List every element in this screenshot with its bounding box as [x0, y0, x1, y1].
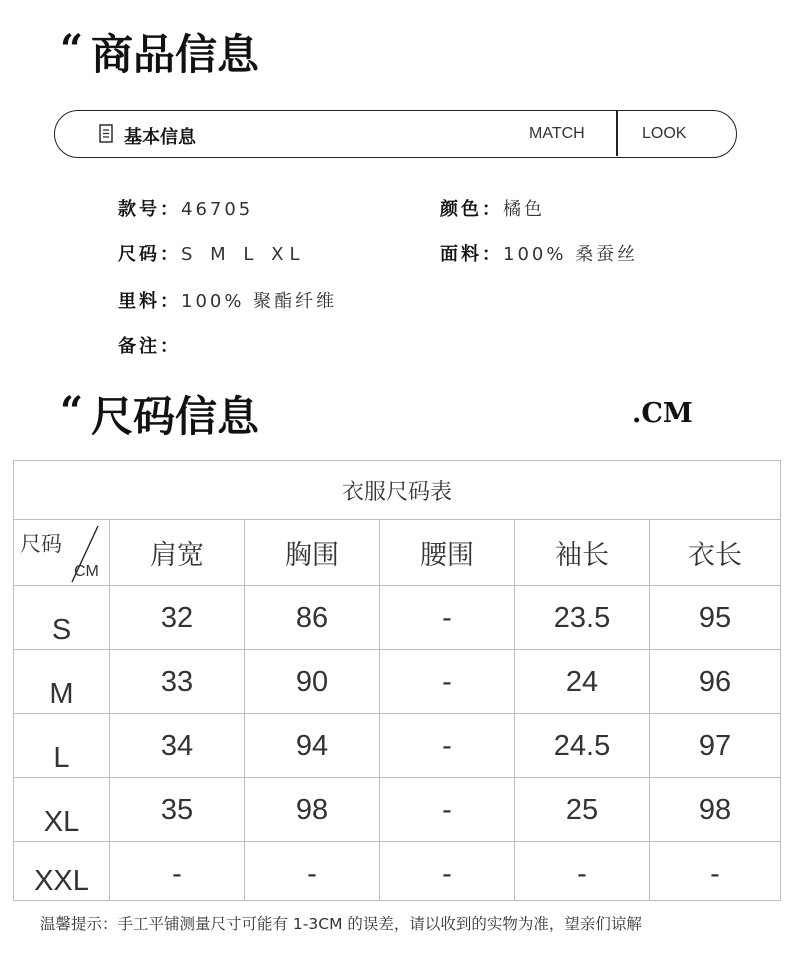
- size-chart-caption: 衣服尺码表: [14, 461, 781, 520]
- table-cell: -: [380, 714, 515, 778]
- basic-info-label: 基本信息: [124, 127, 196, 148]
- table-cell: 32: [110, 586, 245, 650]
- quote-mark: “: [60, 388, 84, 435]
- size-info-title-text: 尺码信息: [91, 392, 260, 441]
- attr-lining-value: 100% 聚酯纤维: [181, 291, 338, 312]
- table-cell: 97: [650, 714, 781, 778]
- attr-style-no: [118, 195, 253, 221]
- table-cell: -: [380, 842, 515, 901]
- table-cell: 90: [245, 650, 380, 714]
- table-cell: 34: [110, 714, 245, 778]
- table-cell: 23.5: [515, 586, 650, 650]
- attr-color-value: 橘色: [503, 199, 545, 220]
- attr-lining-label: 里料：: [118, 291, 181, 312]
- table-cell: 86: [245, 586, 380, 650]
- attr-color-label: 颜色：: [440, 199, 503, 220]
- table-cell: 95: [650, 586, 781, 650]
- attr-fabric-value: 100% 桑蚕丝: [503, 244, 639, 265]
- attr-color: [440, 195, 545, 221]
- corner-size-label: 尺码: [20, 532, 62, 556]
- table-cell: -: [650, 842, 781, 901]
- table-row: [14, 842, 781, 901]
- attr-size: [118, 240, 306, 266]
- look-label: LOOK: [642, 125, 687, 142]
- table-cell: -: [380, 650, 515, 714]
- col-header: 腰围: [380, 520, 515, 586]
- attr-style-no-value: 46705: [181, 199, 254, 220]
- size-chart-table: [13, 460, 781, 901]
- table-cell: -: [515, 842, 650, 901]
- col-header: 袖长: [515, 520, 650, 586]
- row-size-label: L: [14, 714, 110, 778]
- row-size-label: M: [14, 650, 110, 714]
- product-info-title-text: 商品信息: [91, 30, 260, 79]
- row-size-label: XL: [14, 778, 110, 842]
- quote-mark: “: [60, 26, 84, 73]
- table-cell: -: [380, 586, 515, 650]
- document-icon: [99, 124, 113, 143]
- size-info-title: [60, 384, 259, 444]
- table-cell: 33: [110, 650, 245, 714]
- table-cell: 96: [650, 650, 781, 714]
- table-cell: 24: [515, 650, 650, 714]
- table-row: [14, 714, 781, 778]
- row-size-label: XXL: [14, 842, 110, 901]
- corner-header-cell: [14, 520, 110, 586]
- product-info-title: [60, 22, 259, 82]
- attr-size-label: 尺码：: [118, 244, 181, 265]
- attr-remark: [118, 332, 181, 358]
- attr-remark-label: 备注：: [118, 336, 181, 357]
- table-row: [14, 650, 781, 714]
- table-row: [14, 586, 781, 650]
- corner-unit-label: CM: [74, 563, 99, 580]
- attr-fabric-label: 面料：: [440, 244, 503, 265]
- row-size-label: S: [14, 586, 110, 650]
- table-cell: -: [110, 842, 245, 901]
- table-cell: -: [245, 842, 380, 901]
- col-header: 肩宽: [110, 520, 245, 586]
- table-cell: 98: [650, 778, 781, 842]
- col-header: 胸围: [245, 520, 380, 586]
- attr-fabric: [440, 240, 638, 266]
- attr-size-value: S M L XL: [181, 244, 306, 265]
- unit-label: .CM: [632, 398, 693, 429]
- col-header: 衣长: [650, 520, 781, 586]
- table-row: [14, 778, 781, 842]
- table-cell: 94: [245, 714, 380, 778]
- attr-style-no-label: 款号：: [118, 199, 181, 220]
- basic-info-bar: [54, 110, 737, 158]
- table-cell: 24.5: [515, 714, 650, 778]
- table-cell: -: [380, 778, 515, 842]
- attr-lining: [118, 287, 337, 313]
- bar-divider: [616, 111, 618, 156]
- match-label: MATCH: [529, 125, 585, 142]
- table-cell: 25: [515, 778, 650, 842]
- table-cell: 98: [245, 778, 380, 842]
- measurement-note: 温馨提示：手工平铺测量尺寸可能有 1-3CM 的误差，请以收到的实物为准，望亲们谅解: [40, 915, 642, 933]
- table-cell: 35: [110, 778, 245, 842]
